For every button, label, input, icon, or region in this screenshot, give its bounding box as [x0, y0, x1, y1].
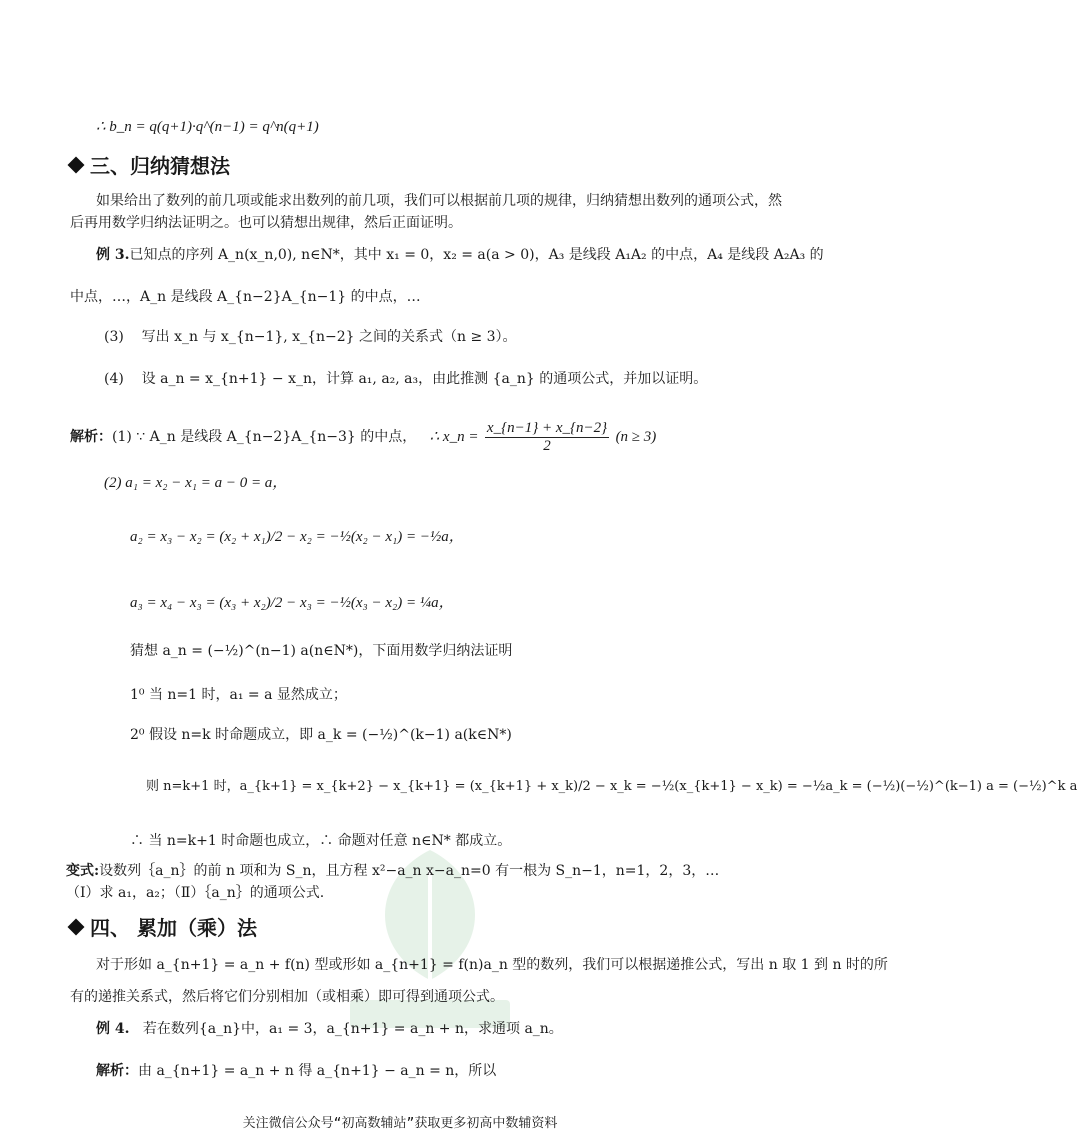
induction-step-3: 则 n=k+1 时，a_{k+1} = x_{k+2} − x_{k+1} = (x_{k+1} + x_k)/2 − x_k = −½(x_{k+1} − x_k) = −½a_k = (−½)(−½)^(k−1) a = (−½)^k a [146, 779, 1077, 794]
example-4: 例 4. 若在数列{a_n}中，a₁ = 3，a_{n+1} = a_n + n，求通项 a_n。 [96, 1021, 563, 1037]
example-4-label: 例 4. [96, 1021, 130, 1037]
diamond-bullet-icon [68, 157, 85, 174]
induction-step-1: 1⁰ 当 n=1 时，a₁ = a 显然成立； [130, 687, 347, 703]
example-3-label: 例 3. [96, 247, 130, 263]
variant-label: 变式: [66, 863, 100, 879]
solution-3-conjecture: 猜想 a_n = (−½)^(n−1) a(n∈N*)，下面用数学归纳法证明 [130, 643, 513, 659]
section-3-heading [70, 156, 800, 176]
variant-line-2: （Ⅰ）求 a₁，a₂；（Ⅱ）｛a_n｝的通项公式. [66, 885, 325, 901]
section-3-title: 三、归纳猜想法 [90, 154, 230, 178]
section-4-heading [70, 918, 800, 938]
bn-result-line: ∴ b_n = q(q+1)·q^(n−1) = q^n(q+1) [96, 119, 319, 135]
fraction-xn: $\frac{x\_\{n-1\} + x\_\{n-2\}}{2}$ [486, 420, 608, 454]
solution-4: 解析：由 a_{n+1} = a_n + n 得 a_{n+1} − a_n = n，所以 [96, 1063, 497, 1079]
page-footer: 关注微信公众号“初高数辅站”获取更多初高中数辅资料 [242, 1116, 558, 1131]
solution-3-a1: (2) a₁ = x₂ − x₁ = a − 0 = a， [104, 475, 288, 491]
solution-label: 解析： [70, 429, 112, 445]
paragraph-3-line-2: 后再用数学归纳法证明之。也可以猜想出规律，然后正面证明。 [70, 215, 462, 231]
example-3-line-2: 中点，…，A_n 是线段 A_{n−2}A_{n−1} 的中点，… [70, 289, 421, 305]
question-3: (3) 写出 x_n 与 x_{n−1}, x_{n−2} 之间的关系式（n ≥ 3）。 [104, 329, 517, 345]
section-4-title: 四、 累加（乘）法 [90, 916, 257, 940]
question-4: (4) 设 a_n = x_{n+1} − x_n，计算 a₁, a₂, a₃，由此推测 {a_n} 的通项公式，并加以证明。 [104, 371, 708, 387]
variant-line-1: 变式:设数列｛a_n｝的前 n 项和为 S_n，且方程 x²−a_n x−a_n=0 有一根为 S_n−1，n=1，2，3，… [66, 863, 720, 879]
example-3-text: 已知点的序列 A_n(x_n,0), n∈N*，其中 x₁ = 0，x₂ = a(a > 0)，A₃ 是线段 A₁A₂ 的中点，A₄ 是线段 A₂A₃ 的 [129, 247, 824, 263]
induction-step-2: 2⁰ 假设 n=k 时命题成立，即 a_k = (−½)^(k−1) a(k∈N*) [130, 727, 512, 743]
solution-3-line-1: 解析：(1) ∵ A_n 是线段 A_{n−2}A_{n−3} 的中点， ∴ x_n = $\frac{x\_\{n-1\} + x\_\{n-2\}}{2}$ (n ≥ 3) [70, 420, 657, 454]
paragraph-4-line-2: 有的递推关系式，然后将它们分别相加（或相乘）即可得到通项公式。 [70, 989, 504, 1005]
paragraph-3-line-1: 如果给出了数列的前几项或能求出数列的前几项，我们可以根据前几项的规律，归纳猜想出数列的通项公式，然 [96, 193, 782, 209]
induction-conclusion: ∴ 当 n=k+1 时命题也成立，∴ 命题对任意 n∈N* 都成立。 [130, 833, 512, 849]
solution-label: 解析： [96, 1063, 138, 1079]
solution-3-a2: a₂ = x₃ − x₂ = (x₂ + x₁)/2 − x₂ = −½(x₂ − x₁) = −½a， [130, 529, 464, 545]
paragraph-4-line-1: 对于形如 a_{n+1} = a_n + f(n) 型或形如 a_{n+1} = f(n)a_n 型的数列，我们可以根据递推公式，写出 n 取 1 到 n 时的所 [96, 957, 888, 973]
solution-3-a3: a₃ = x₄ − x₃ = (x₃ + x₂)/2 − x₃ = −½(x₃ − x₂) = ¼a， [130, 595, 454, 611]
example-3-line-1 [96, 247, 824, 263]
diamond-bullet-icon [68, 919, 85, 936]
